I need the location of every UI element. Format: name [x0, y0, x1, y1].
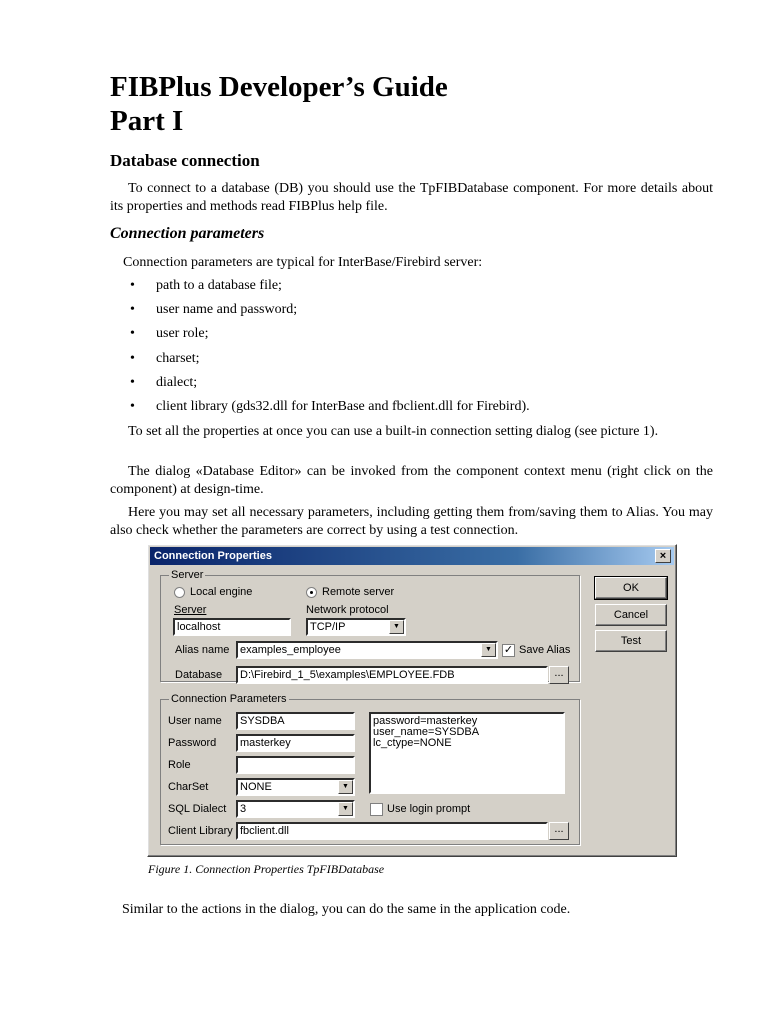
list-item — [130, 374, 530, 398]
dialog-paragraph: To set all the properties at once you can use a built-in connection setting dialog (see picture 1). — [128, 424, 659, 439]
connection-properties-dialog — [147, 544, 677, 857]
list-item — [130, 301, 530, 325]
save-alias-checkbox[interactable] — [502, 644, 515, 657]
list-item — [130, 398, 530, 422]
check-icon: ✓ — [503, 644, 514, 656]
bullet: • — [130, 278, 135, 293]
database-label: Database — [175, 669, 223, 681]
server-input[interactable]: localhost — [173, 618, 291, 636]
list-item — [130, 350, 530, 374]
chevron-down-icon[interactable]: ▼ — [389, 620, 404, 634]
params-list — [130, 277, 530, 422]
cancel-button[interactable]: Cancel — [595, 604, 667, 626]
password-label: Password — [168, 737, 217, 749]
save-alias-label: Save Alias — [519, 644, 571, 656]
memo-line: password=masterkey — [373, 715, 478, 727]
ok-button[interactable]: OK — [595, 577, 667, 599]
alias-value: examples_employee — [240, 644, 341, 656]
dialect-select[interactable] — [236, 800, 355, 818]
list-item-text: path to a database file; — [156, 278, 282, 293]
close-button[interactable] — [655, 549, 671, 563]
bullet: • — [130, 398, 135, 414]
section-heading: Database connection — [110, 151, 260, 170]
test-button[interactable]: Test — [595, 630, 667, 652]
database-input[interactable]: D:\Firebird_1_5\examples\EMPLOYEE.FDB — [236, 666, 548, 684]
protocol-value: TCP/IP — [310, 621, 346, 633]
alias-select[interactable] — [236, 641, 498, 659]
charset-select[interactable] — [236, 778, 355, 796]
params-memo[interactable] — [369, 712, 565, 794]
dialect-value: 3 — [240, 803, 247, 815]
local-engine-label: Local engine — [190, 586, 253, 598]
list-item-text: charset; — [156, 350, 200, 366]
chevron-down-icon[interactable]: ▼ — [338, 780, 353, 794]
client-library-label: Client Library — [168, 825, 233, 837]
browse-database-button[interactable]: ... — [549, 666, 569, 684]
role-input[interactable] — [236, 756, 355, 774]
password-input[interactable]: masterkey — [236, 734, 355, 752]
memo-line: user_name=SYSDBA — [373, 726, 480, 738]
bullet: • — [130, 374, 135, 390]
login-prompt-label: Use login prompt — [387, 803, 471, 815]
local-engine-radio[interactable] — [174, 587, 185, 598]
charset-label: CharSet — [168, 781, 209, 793]
intro-paragraph: To connect to a database (DB) you should use the TpFIBDatabase component. For more details about its properties and methods read FIBPlus help file. — [110, 181, 713, 214]
remote-server-radio[interactable] — [306, 587, 317, 598]
bullet: • — [130, 302, 135, 318]
title-line-1: FIBPlus Developer’s Guide — [110, 71, 448, 103]
close-icon: × — [659, 550, 667, 562]
connection-params-group-label: Connection Parameters — [171, 693, 287, 705]
protocol-select[interactable] — [306, 618, 406, 636]
charset-value: NONE — [240, 781, 272, 793]
title-line-2: Part I — [110, 105, 184, 137]
dialect-label: SQL Dialect — [168, 803, 227, 815]
memo-line: lc_ctype=NONE — [373, 737, 452, 749]
list-item-text: client library (gds32.dll for InterBase and fbclient.dll for Firebird). — [156, 398, 530, 414]
user-name-input[interactable]: SYSDBA — [236, 712, 355, 730]
dialog-title: Connection Properties — [154, 550, 272, 562]
list-item-text: user role; — [156, 326, 209, 342]
server-label: Server — [174, 604, 207, 616]
page-title — [110, 70, 448, 138]
alias-paragraph: Here you may set all necessary parameters, including getting them from/saving them to Alias. You may also check whether the parameters are correct by using a test connection. — [110, 505, 713, 538]
server-group-label: Server — [171, 569, 204, 581]
closing-paragraph: Similar to the actions in the dialog, you can do the same in the application code. — [122, 902, 571, 917]
bullet: • — [130, 326, 135, 342]
protocol-label: Network protocol — [306, 604, 389, 616]
bullet: • — [130, 350, 135, 366]
chevron-down-icon[interactable]: ▼ — [338, 802, 353, 816]
role-label: Role — [168, 759, 191, 771]
login-prompt-checkbox[interactable] — [370, 803, 383, 816]
figure-caption: Figure 1. Connection Properties TpFIBDatabase — [148, 862, 385, 876]
subsection-heading: Connection parameters — [110, 225, 265, 242]
params-intro: Connection parameters are typical for InterBase/Firebird server: — [123, 255, 483, 270]
list-item — [130, 277, 530, 301]
list-item — [130, 325, 530, 349]
dialog-title-bar — [150, 547, 674, 565]
remote-server-label: Remote server — [322, 586, 395, 598]
invoke-paragraph: The dialog «Database Editor» can be invoked from the component context menu (right click on the component) at design-time. — [110, 464, 713, 497]
client-library-input[interactable]: fbclient.dll — [236, 822, 548, 840]
list-item-text: user name and password; — [156, 302, 298, 318]
browse-client-library-button[interactable]: ... — [549, 822, 569, 840]
user-name-label: User name — [168, 715, 222, 727]
alias-label: Alias name — [175, 644, 230, 656]
chevron-down-icon[interactable]: ▼ — [481, 643, 496, 657]
list-item-text: dialect; — [156, 374, 198, 390]
